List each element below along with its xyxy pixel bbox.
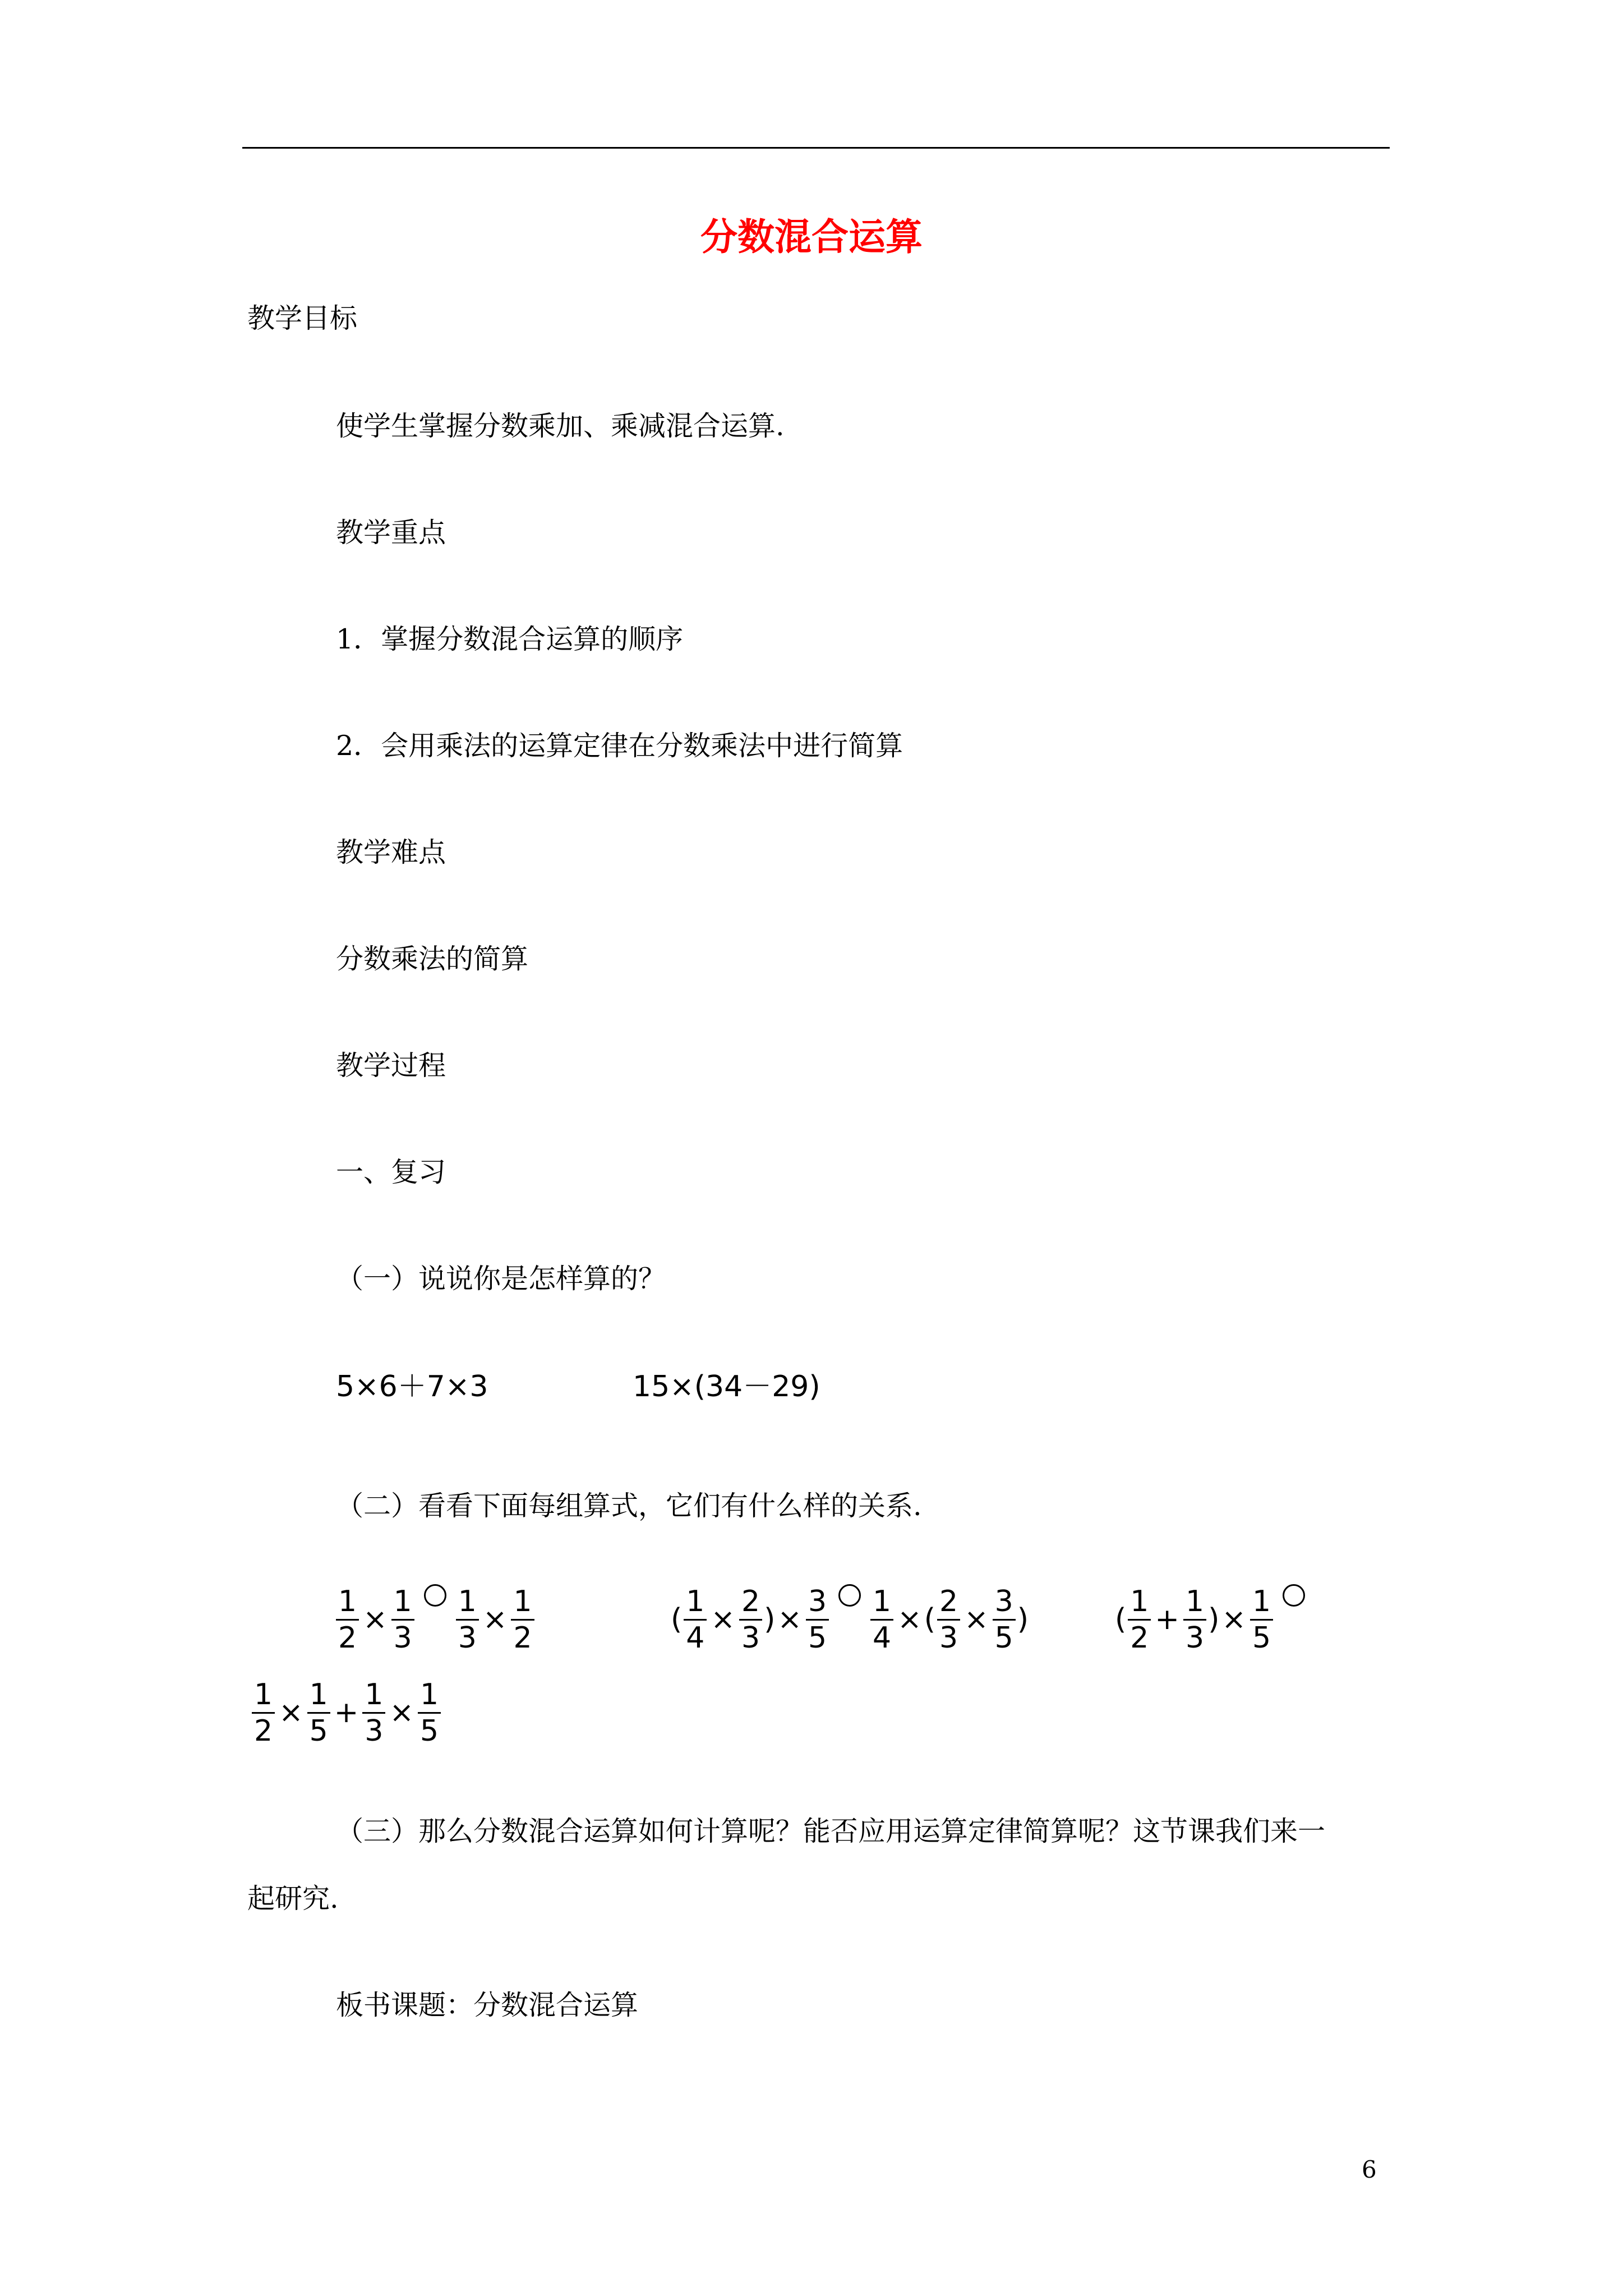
denominator: 2 xyxy=(513,1621,532,1655)
review-question-1: （一）说说你是怎样算的？ xyxy=(336,1263,666,1295)
paren: ( xyxy=(924,1603,935,1636)
paren: ( xyxy=(671,1603,683,1636)
fraction xyxy=(511,1584,534,1655)
numerator: 3 xyxy=(808,1584,827,1618)
denominator: 5 xyxy=(994,1621,1013,1655)
operator: + xyxy=(1155,1603,1179,1636)
fraction xyxy=(307,1677,330,1749)
denominator: 3 xyxy=(365,1714,384,1748)
difficulty-heading: 教学难点 xyxy=(336,836,446,868)
numerator: 1 xyxy=(420,1677,439,1711)
fraction-group-3-rhs xyxy=(250,1671,442,1755)
numerator: 1 xyxy=(686,1584,705,1618)
paren: ( xyxy=(1115,1603,1127,1636)
denominator: 5 xyxy=(1252,1621,1271,1655)
numerator: 1 xyxy=(458,1584,477,1618)
fraction xyxy=(391,1584,414,1655)
fraction xyxy=(1183,1584,1206,1655)
operator: + xyxy=(334,1696,359,1729)
denominator: 5 xyxy=(420,1714,439,1748)
fraction xyxy=(252,1677,275,1749)
operator: × xyxy=(389,1696,414,1729)
process-heading: 教学过程 xyxy=(336,1050,446,1082)
paren: ) xyxy=(764,1603,776,1636)
comparison-circle-icon xyxy=(424,1584,446,1607)
fraction-group-1 xyxy=(334,1577,536,1662)
fraction xyxy=(870,1584,893,1655)
review-question-2: （二）看看下面每组算式，它们有什么样的关系. xyxy=(336,1490,922,1522)
denominator: 5 xyxy=(309,1714,328,1748)
numerator: 3 xyxy=(994,1584,1013,1618)
fraction xyxy=(993,1584,1016,1655)
comparison-circle-icon xyxy=(838,1584,861,1607)
fraction xyxy=(456,1584,479,1655)
denominator: 3 xyxy=(393,1621,412,1655)
paren: ) xyxy=(1208,1603,1220,1636)
page-number: 6 xyxy=(1362,2156,1377,2183)
operator: × xyxy=(363,1603,388,1636)
numerator: 1 xyxy=(1130,1584,1149,1618)
fraction xyxy=(336,1584,359,1655)
board-title: 板书课题：分数混合运算 xyxy=(336,1989,639,2021)
fraction xyxy=(739,1584,762,1655)
key-point-1: 1．掌握分数混合运算的顺序 xyxy=(336,623,684,655)
paren: ) xyxy=(1017,1603,1029,1636)
key-point-2: 2．会用乘法的运算定律在分数乘法中进行简算 xyxy=(336,730,903,762)
numerator: 1 xyxy=(393,1584,412,1618)
expression-a: 5×6＋7×3 xyxy=(336,1370,488,1404)
numerator: 1 xyxy=(1252,1584,1271,1618)
numerator: 1 xyxy=(873,1584,892,1618)
denominator: 2 xyxy=(338,1621,357,1655)
denominator: 3 xyxy=(1185,1621,1205,1655)
operator: × xyxy=(279,1696,303,1729)
fraction xyxy=(806,1584,829,1655)
document-title: 分数混合运算 xyxy=(700,215,923,259)
fraction xyxy=(1128,1584,1151,1655)
numerator: 2 xyxy=(939,1584,958,1618)
header-rule xyxy=(242,147,1390,149)
numerator: 1 xyxy=(309,1677,328,1711)
fraction-group-2 xyxy=(671,1577,1029,1662)
numerator: 1 xyxy=(254,1677,273,1711)
operator: × xyxy=(711,1603,735,1636)
operator: × xyxy=(1221,1603,1246,1636)
operator: × xyxy=(964,1603,989,1636)
fraction xyxy=(937,1584,960,1655)
review-question-3-line-2: 起研究. xyxy=(247,1883,339,1915)
objectives-text: 使学生掌握分数乘加、乘减混合运算. xyxy=(336,410,785,442)
numerator: 2 xyxy=(741,1584,760,1618)
denominator: 3 xyxy=(741,1621,760,1655)
comparison-circle-icon xyxy=(1283,1584,1305,1607)
fraction xyxy=(684,1584,707,1655)
review-question-3-line-1: （三）那么分数混合运算如何计算呢？能否应用运算定律简算呢？这节课我们来一 xyxy=(336,1815,1326,1847)
expression-b: 15×(34－29) xyxy=(633,1370,820,1404)
objectives-heading: 教学目标 xyxy=(247,302,358,334)
numerator: 1 xyxy=(338,1584,357,1618)
denominator: 2 xyxy=(1130,1621,1149,1655)
fraction-group-3 xyxy=(1115,1577,1313,1662)
denominator: 3 xyxy=(458,1621,477,1655)
fraction xyxy=(362,1677,385,1749)
operator: × xyxy=(897,1603,922,1636)
numerator: 1 xyxy=(1185,1584,1205,1618)
denominator: 4 xyxy=(873,1621,892,1655)
review-heading: 一、复习 xyxy=(336,1156,446,1188)
difficulty-text: 分数乘法的简算 xyxy=(336,943,529,975)
fraction xyxy=(418,1677,441,1749)
key-points-heading: 教学重点 xyxy=(336,517,446,549)
numerator: 1 xyxy=(513,1584,532,1618)
denominator: 2 xyxy=(254,1714,273,1748)
fraction xyxy=(1250,1584,1273,1655)
denominator: 5 xyxy=(808,1621,827,1655)
denominator: 4 xyxy=(686,1621,705,1655)
operator: × xyxy=(482,1603,508,1636)
numerator: 1 xyxy=(365,1677,384,1711)
denominator: 3 xyxy=(939,1621,958,1655)
operator: × xyxy=(777,1603,802,1636)
